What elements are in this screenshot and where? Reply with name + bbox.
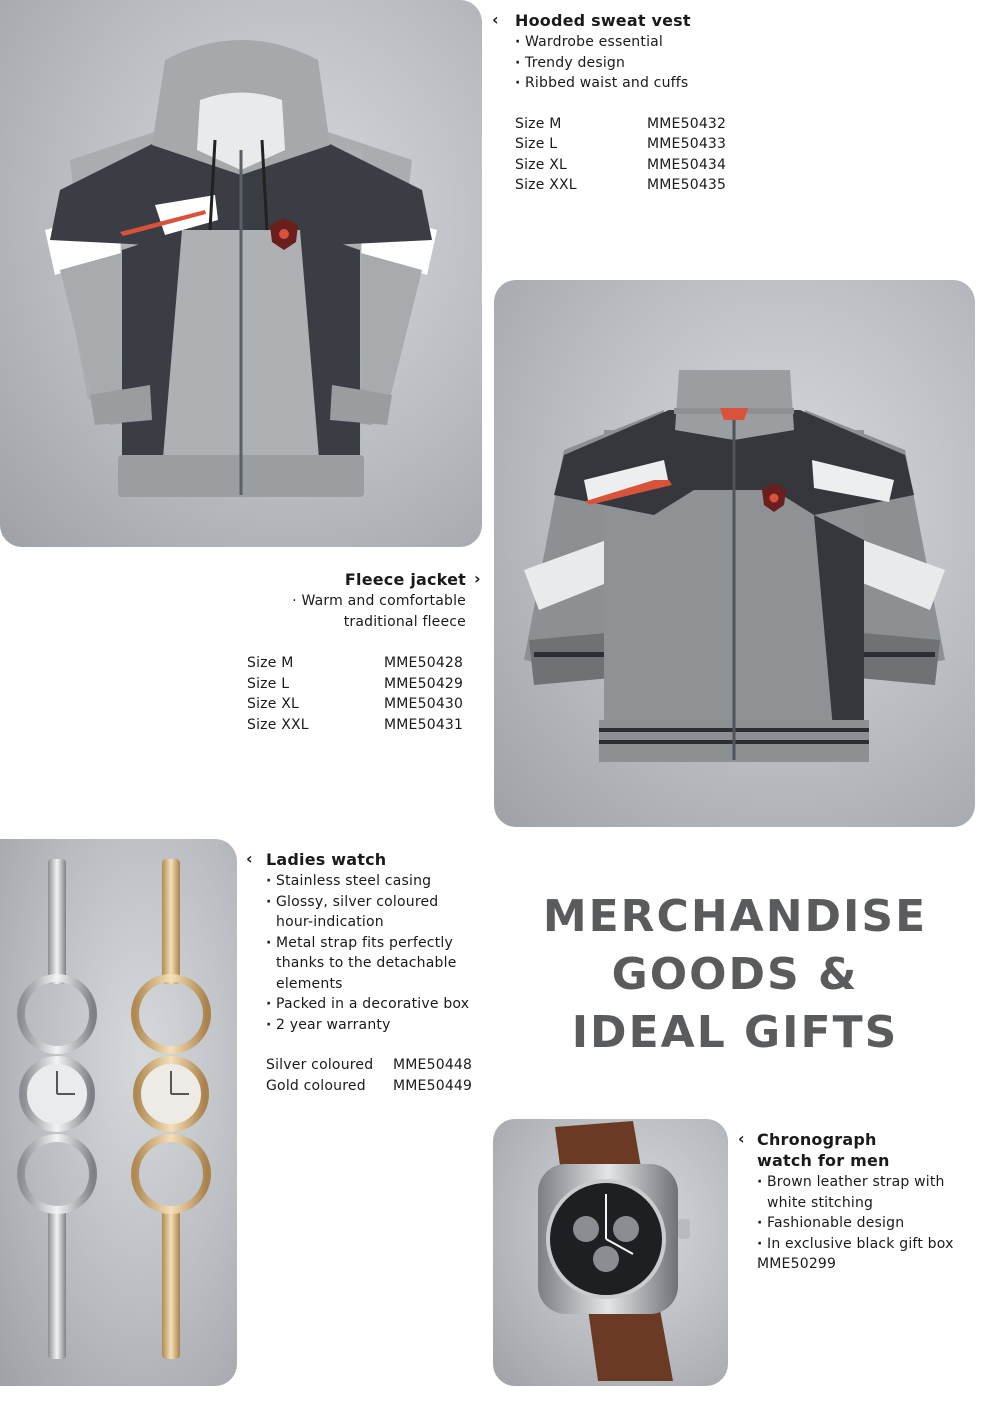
fleece-jacket-title: Fleece jacket <box>344 570 466 589</box>
hooded-vest-title: Hooded sweat vest <box>515 11 691 30</box>
feature-item: · Ribbed waist and cuffs <box>515 73 795 94</box>
fleece-jacket-info <box>246 569 466 632</box>
chevron-left-icon: ‹ <box>738 1129 745 1148</box>
feature-item: traditional fleece <box>343 613 466 630</box>
chronograph-photo <box>493 1119 728 1386</box>
hooded-vest-photo <box>0 0 482 547</box>
size-row: Size L MME50433 <box>515 136 727 152</box>
ladies-watch-illustration <box>0 839 237 1386</box>
feature-item: · 2 year warranty <box>266 1015 481 1036</box>
feature-item: · Packed in a decorative box <box>266 994 481 1015</box>
heading-line: MERCHANDISE <box>542 891 928 942</box>
chronograph-code: MME50299 <box>757 1256 837 1272</box>
feature-item: · Trendy design <box>515 53 795 74</box>
size-row: Size XXL MME50435 <box>515 177 727 193</box>
size-row: Size XXL MME50431 <box>247 716 464 733</box>
feature-item: · Fashionable design <box>757 1213 997 1234</box>
ladies-watch-features <box>266 871 481 1035</box>
chevron-left-icon: ‹ <box>246 849 253 868</box>
heading-line: GOODS & <box>611 949 859 1000</box>
feature-item: · Metal strap fits perfectly thanks to the detachable elements <box>266 933 471 995</box>
size-row: Size XL MME50434 <box>515 156 727 173</box>
fleece-jacket-features <box>246 591 466 632</box>
feature-item: · In exclusive black gift box <box>757 1234 997 1255</box>
ladies-watch-variant-table <box>266 1055 481 1096</box>
feature-item: · Warm and comfortable <box>292 593 466 609</box>
feature-item: · Glossy, silver coloured hour-indication <box>266 892 456 933</box>
heading-line: IDEAL GIFTS <box>571 1007 899 1058</box>
fleece-jacket-size-table <box>247 653 467 735</box>
ladies-watch-photo <box>0 839 237 1386</box>
size-row: Size M MME50428 <box>247 655 464 671</box>
page-heading <box>540 888 930 1062</box>
hooded-vest-features <box>515 32 795 94</box>
chevron-right-icon: › <box>474 569 481 588</box>
chevron-left-icon: ‹ <box>492 10 499 29</box>
chronograph-features <box>757 1172 997 1254</box>
fleece-jacket-photo <box>494 280 975 827</box>
fleece-jacket-illustration <box>494 280 975 827</box>
chronograph-title-line2: watch for men <box>757 1151 890 1170</box>
hooded-vest-info <box>515 10 795 196</box>
ladies-watch-title: Ladies watch <box>266 850 387 869</box>
size-row: Size XL MME50430 <box>247 696 464 712</box>
chronograph-illustration <box>493 1119 728 1386</box>
hooded-vest-illustration <box>0 0 482 547</box>
feature-item: · Wardrobe essential <box>515 32 795 53</box>
hooded-vest-size-table <box>515 114 795 196</box>
chronograph-title-line1: Chronograph <box>757 1130 877 1149</box>
chronograph-info <box>757 1129 997 1275</box>
feature-item: · Brown leather strap with white stitching <box>757 1172 957 1213</box>
size-row: Size L MME50429 <box>247 675 464 692</box>
variant-row: Gold coloured MME50449 <box>266 1077 473 1094</box>
feature-item: · Stainless steel casing <box>266 871 481 892</box>
ladies-watch-info <box>266 849 481 1096</box>
size-row: Size M MME50432 <box>515 115 727 132</box>
variant-row: Silver coloured MME50448 <box>266 1057 473 1073</box>
